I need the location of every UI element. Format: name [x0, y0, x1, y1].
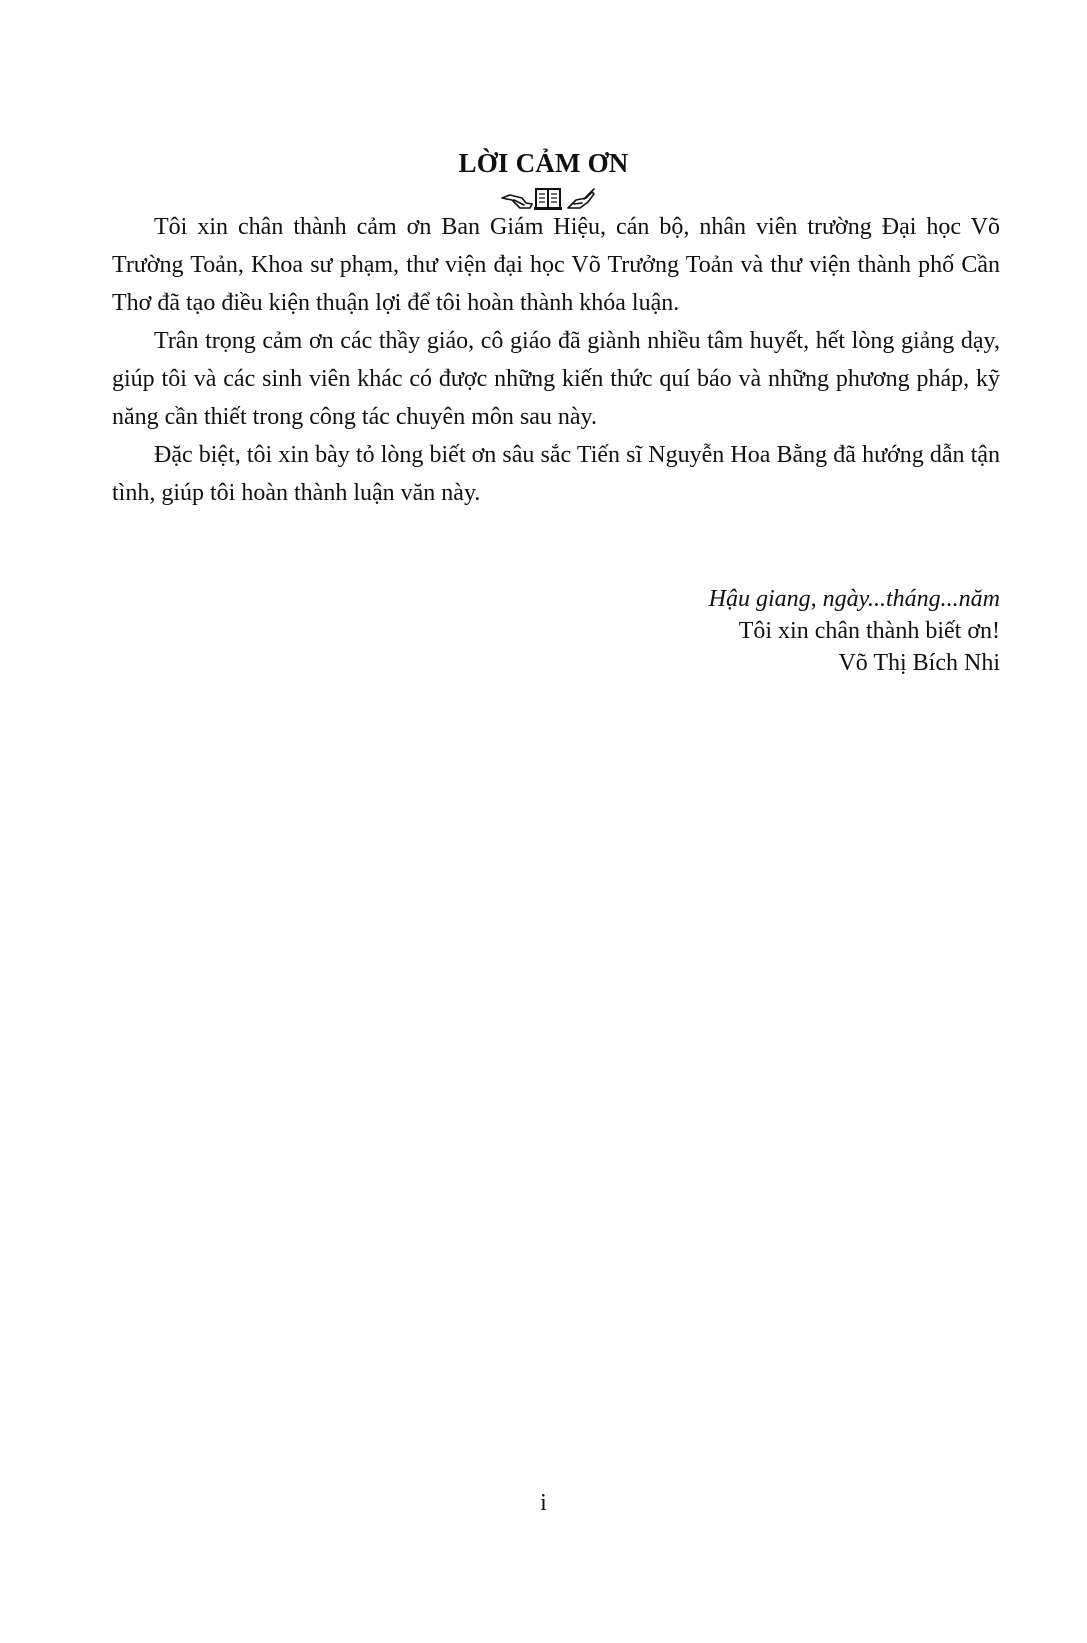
- author-name: Võ Thị Bích Nhi: [838, 650, 1000, 676]
- page-number: i: [540, 1490, 547, 1516]
- paragraph: Đặc biệt, tôi xin bày tỏ lòng biết ơn sâu sắc Tiến sĩ Nguyễn Hoa Bằng đã hướng dẫn tận tình, giúp tôi hoàn thành luận văn này.: [112, 442, 1000, 506]
- acknowledgement-body: [112, 208, 1000, 512]
- place-date-line: Hậu giang, ngày...tháng...năm: [708, 586, 1000, 612]
- thanks-line: Tôi xin chân thành biết ơn!: [738, 618, 1000, 644]
- paragraph: Tôi xin chân thành cảm ơn Ban Giám Hiệu, cán bộ, nhân viên trường Đại học Võ Trường Toản, Khoa sư phạm, thư viện đại học Võ Trưởng Toản và thư viện thành phố Cần Thơ đã tạo điều kiện thuận lợi để tôi hoàn thành khóa luận.: [112, 214, 1000, 316]
- paragraph: Trân trọng cảm ơn các thầy giáo, cô giáo đã giành nhiều tâm huyết, hết lòng giảng dạy, giúp tôi và các sinh viên khác có được những kiến thức quí báo và những phương pháp, kỹ năng cần thiết trong công tác chuyên môn sau này.: [112, 328, 1000, 430]
- signature-block: [709, 583, 1000, 679]
- page-title: LỜI CẢM ƠN: [458, 148, 629, 178]
